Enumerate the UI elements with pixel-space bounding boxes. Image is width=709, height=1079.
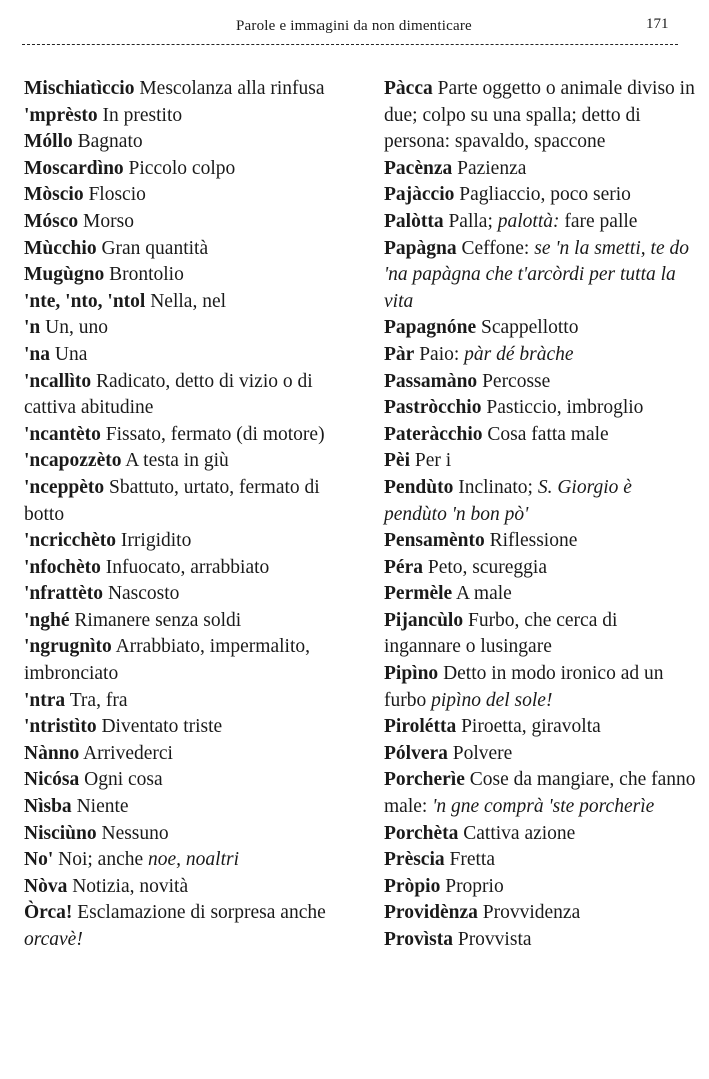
entry-example: orcavè! [24,929,83,950]
entry-definition: Paio: [419,343,460,365]
entry-term: Papagnóne [384,317,477,339]
entry-example: palottà: [497,210,560,232]
dictionary-entry [24,528,342,555]
entry-term: 'ncantèto [24,423,101,445]
entry-definition: Irrigidito [120,530,192,552]
entry-term: Nànno [24,742,80,764]
entry-definition: Noi; anche [58,849,144,871]
entry-term: Pastròcchio [384,397,482,419]
dictionary-entry [384,422,699,449]
entry-definition: Parte oggetto o animale diviso in due; colpo su una spalla; detto di persona: spavaldo, spaccone [384,78,695,153]
entry-definition: Niente [76,796,129,818]
dictionary-entry [24,129,342,156]
dictionary-entry [384,900,699,927]
entry-example: se 'n la smetti, te do 'na papàgna che t'arcòrdi per tutta la vita [384,237,689,312]
right-column [384,76,699,954]
entry-term: 'ncapozzèto [24,450,122,472]
dictionary-entry [384,76,699,156]
dictionary-entry [24,289,342,316]
entry-definition: Cattiva azione [463,822,576,844]
entry-term: 'nte, 'nto, 'ntol [24,290,146,312]
dictionary-entry [24,156,342,183]
dictionary-entry [384,156,699,183]
dictionary-entry [384,182,699,209]
entry-definition: Mescolanza alla rinfusa [139,78,325,99]
entry-definition: Pasticcio, imbroglio [486,397,644,419]
dictionary-entry [24,688,342,715]
entry-definition: Nascosto [107,583,180,605]
running-header-title: Parole e immagini da non dimenticare [236,18,472,34]
entry-definition: Piroetta, giravolta [461,716,601,738]
entry-term: Prèscia [384,849,445,871]
entry-term: 'ngrugnìto [24,636,112,658]
dictionary-entry [384,608,699,661]
dictionary-entry [384,209,699,236]
entry-definition: Pazienza [457,157,527,179]
dictionary-entry [24,555,342,582]
header-rule [22,44,678,45]
entry-definition: Gran quantità [101,237,209,259]
entry-definition: Piccolo colpo [128,157,236,179]
entry-definition: Proprio [445,875,504,897]
entry-example: 'n gne comprà 'ste porcherìe [432,796,655,818]
entry-definition: Detto in modo ironico ad un furbo [384,663,664,711]
entry-term: 'mprèsto [24,104,98,126]
dictionary-entry [384,475,699,528]
entry-definition: Riflessione [489,530,578,552]
entry-definition: Arrivederci [83,742,173,764]
entry-definition: Radicato, detto di vizio o di cattiva abitudine [24,370,313,419]
dictionary-entry [24,448,342,475]
entry-definition: In prestito [102,104,183,126]
entry-term: Pateràcchio [384,423,483,445]
dictionary-entry [384,555,699,582]
entry-definition: Fissato, fermato (di motore) [105,423,325,445]
entry-definition: Esclamazione di sorpresa anche [77,902,326,924]
entry-term: 'nfrattèto [24,583,104,605]
entry-term: Mósco [24,210,79,232]
entry-term: Palòtta [384,210,444,232]
entry-definition: Cose da mangiare, che fanno male: [384,769,696,818]
entry-term: Òrca! [24,902,73,924]
entry-term: 'nceppèto [24,476,105,498]
entry-term: 'ncricchèto [24,530,117,552]
dictionary-entry [384,847,699,874]
entry-term: Mòscio [24,184,84,206]
entry-term: Péra [384,556,423,578]
entry-term: Pròpio [384,875,441,897]
entry-term: Porcherìe [384,769,465,791]
entry-term: Moscardìno [24,157,124,179]
dictionary-entry [24,874,342,901]
entry-definition: Furbo, che cerca di ingannare o lusingare [384,609,618,658]
entry-term: 'ntra [24,689,66,711]
dictionary-entry [24,475,342,528]
entry-definition: Nessuno [101,822,169,844]
dictionary-entry [24,315,342,342]
entry-term: Porchèta [384,822,459,844]
dictionary-entry [24,821,342,848]
entry-term: Permèle [384,583,453,605]
dictionary-entry [24,767,342,794]
dictionary-entry [384,767,699,820]
entry-definition: Un, uno [45,317,108,339]
entry-term: Pajàccio [384,184,455,206]
entry-term: Nòva [24,875,68,897]
entry-term: Mugùgno [24,264,105,286]
entry-definition: Fretta [449,849,495,871]
entry-term: Papàgna [384,237,457,259]
dictionary-entry [384,581,699,608]
entry-definition: Arrabbiato, impermalito, imbronciato [24,636,310,685]
left-column [24,76,342,954]
entry-definition: Una [54,343,88,365]
dictionary-entry [24,369,342,422]
entry-term: 'nghé [24,609,70,631]
dictionary-entry [24,76,342,103]
entry-term: 'ntristìto [24,716,97,738]
entry-term: 'na [24,343,51,365]
dictionary-entry [24,209,342,236]
dictionary-entry [24,794,342,821]
dictionary-entry [24,608,342,635]
entry-definition: Morso [83,210,134,232]
entry-definition: Pagliaccio, poco serio [459,184,631,206]
entry-definition: Polvere [452,742,513,764]
entry-definition: Notizia, novità [72,875,189,897]
entry-term: Pàcca [384,78,433,99]
entry-term: Nisciùno [24,822,97,844]
entry-definition: Bagnato [77,131,143,153]
entry-term: 'nfochèto [24,556,101,578]
entry-term: Nicósa [24,769,80,791]
entry-term: Pijancùlo [384,609,464,631]
dictionary-entry [384,369,699,396]
entry-term: Nìsba [24,796,72,818]
entry-term: Pèi [384,450,410,472]
entry-term: Mischiatìccio [24,78,135,99]
dictionary-entry [384,874,699,901]
dictionary-entry [384,821,699,848]
entry-definition: Percosse [482,370,551,392]
dictionary-entry [24,342,342,369]
entry-definition: Peto, scureggia [427,556,547,578]
entry-definition: Sbattuto, urtato, fermato di botto [24,476,320,525]
entry-term: Pólvera [384,742,448,764]
page-number: 171 [646,16,669,32]
dictionary-entry [384,342,699,369]
entry-term: Passamàno [384,370,478,392]
entry-definition: Cosa fatta male [487,423,609,445]
dictionary-entry [384,927,699,954]
entry-definition: Infuocato, arrabbiato [105,556,270,578]
entry-term: No' [24,849,54,871]
entry-definition-continued: fare palle [564,210,638,232]
entry-example: pàr dé bràche [464,343,574,365]
entry-term: Pensamènto [384,530,485,552]
dictionary-entry [384,395,699,422]
entry-definition: Ogni cosa [84,769,163,791]
entry-term: Pàr [384,343,415,365]
entry-definition: Ceffone: [461,237,530,259]
dictionary-entry [384,714,699,741]
dictionary-entry [384,741,699,768]
entry-definition: Nella, nel [150,290,227,312]
entry-definition: Floscio [88,184,146,206]
entry-definition: Inclinato; [458,476,533,498]
dictionary-entry [24,900,342,953]
dictionary-entry [24,847,342,874]
entry-definition: Per i [414,450,452,472]
dictionary-entry [24,422,342,449]
entry-term: Pipìno [384,663,439,685]
entry-definition: Provvidenza [482,902,581,924]
entry-example: pipìno del sole! [431,689,553,711]
running-header [22,8,678,52]
entry-term: 'ncallìto [24,370,92,392]
dictionary-entry [24,581,342,608]
dictionary-entry [384,315,699,342]
dictionary-entry [24,103,342,130]
entry-term: Provìsta [384,929,453,950]
dictionary-entry [24,262,342,289]
entry-term: Móllo [24,131,73,153]
entry-term: Providènza [384,902,478,924]
entry-definition: Brontolio [109,264,184,286]
entry-term: Pendùto [384,476,454,498]
entry-definition: Diventato triste [101,716,223,738]
entry-term: Mùcchio [24,237,97,259]
entry-definition: Palla; [448,210,493,232]
dictionary-entry [384,661,699,714]
entry-example: noe, noaltri [148,849,240,871]
entry-term: 'n [24,317,41,339]
dictionary-entry [384,236,699,316]
entry-definition: Scappellotto [480,317,579,339]
dictionary-entry [24,714,342,741]
entry-definition: A testa in giù [125,450,229,472]
entry-term: Pacènza [384,157,453,179]
dictionary-entry [24,741,342,768]
dictionary-entry [384,448,699,475]
entry-term: Pirolétta [384,716,457,738]
entry-definition: Rimanere senza soldi [74,609,242,631]
entry-definition: A male [456,583,512,605]
dictionary-entry [384,528,699,555]
dictionary-entry [24,634,342,687]
entry-definition: Tra, fra [69,689,128,711]
dictionary-entry [24,236,342,263]
entry-example: S. Giorgio è pendùto 'n bon pò' [384,476,632,525]
entry-definition: Provvista [457,929,532,950]
dictionary-entry [24,182,342,209]
